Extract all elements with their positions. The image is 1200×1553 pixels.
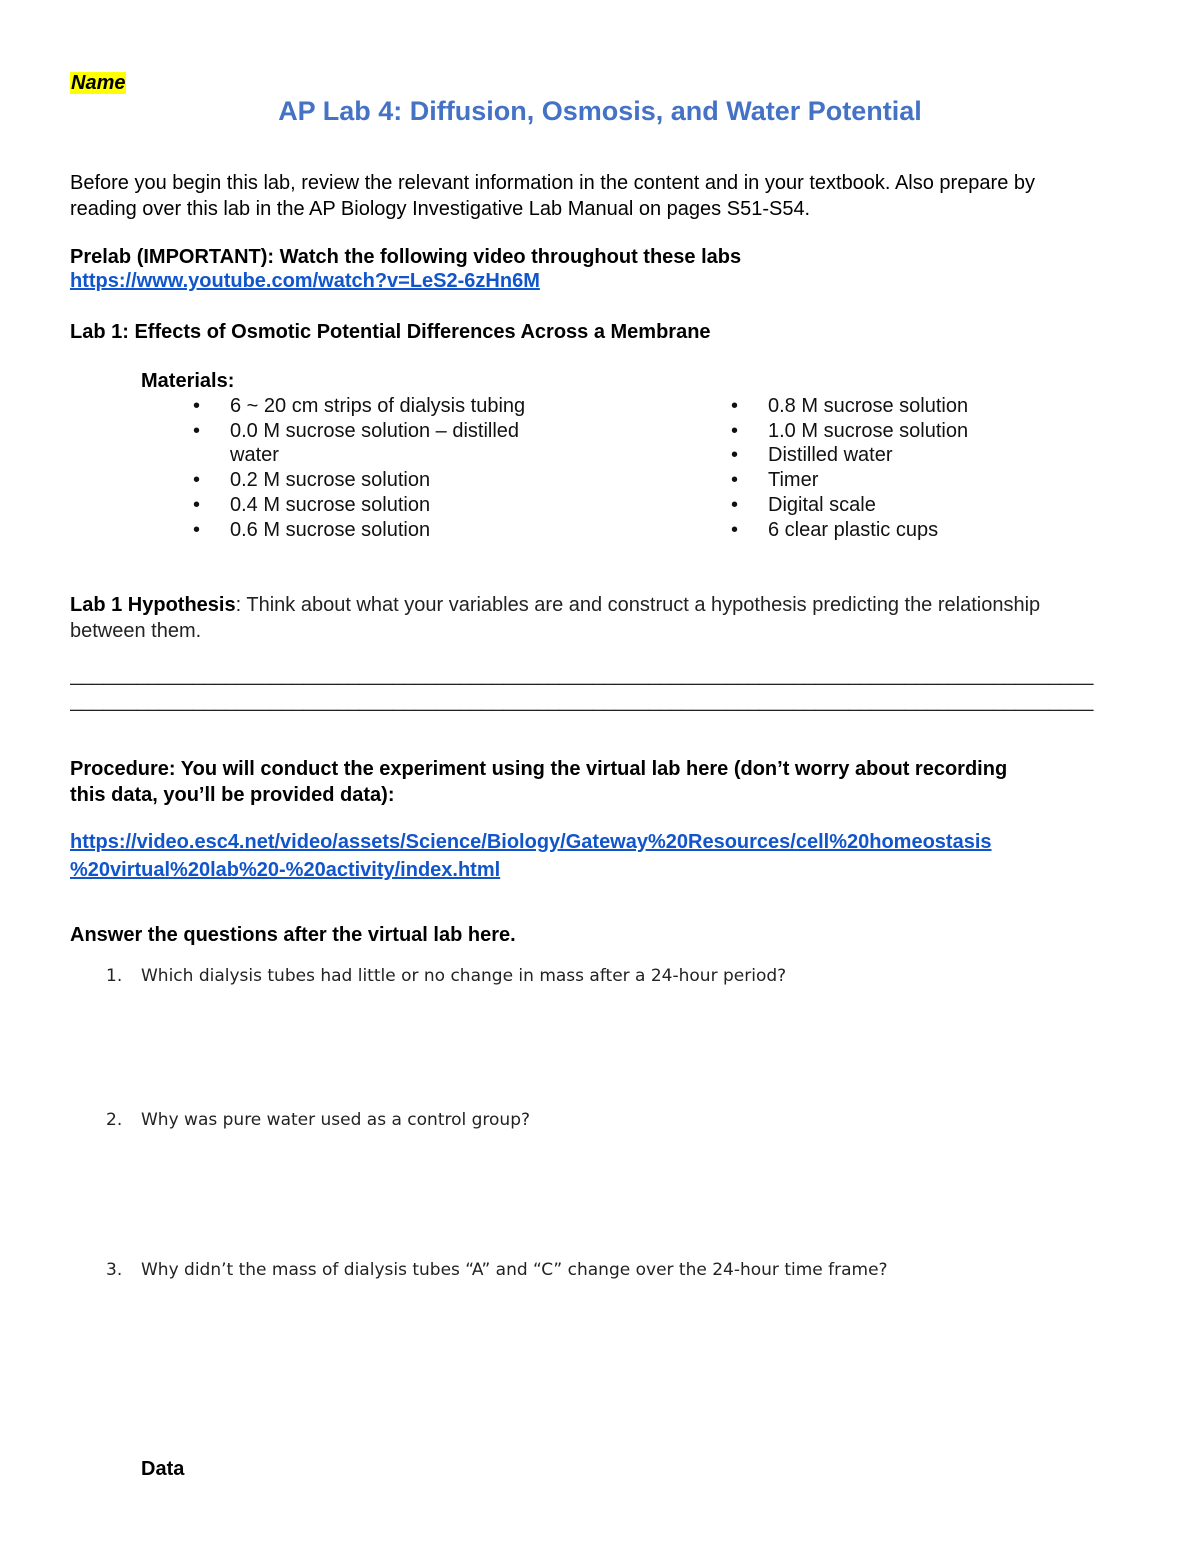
bullet-icon: • bbox=[731, 469, 739, 492]
bullet-icon: • bbox=[731, 419, 739, 442]
materials-list-right bbox=[731, 394, 1131, 542]
bullet-icon: • bbox=[193, 469, 201, 492]
bullet-icon: • bbox=[731, 518, 739, 541]
procedure-paragraph bbox=[70, 756, 1007, 808]
question-2 bbox=[106, 1110, 530, 1130]
question-text: Which dialysis tubes had little or no change in mass after a 24-hour period? bbox=[141, 966, 787, 986]
questions-heading: Answer the questions after the virtual lab here. bbox=[70, 924, 516, 946]
materials-list-left bbox=[193, 394, 593, 542]
virtual-lab-link[interactable]: https://video.esc4.net/video/assets/Science/Biology/Gateway%20Resources/cell%20homeostasis bbox=[70, 831, 992, 853]
bullet-icon: • bbox=[193, 518, 201, 541]
page-title: AP Lab 4: Diffusion, Osmosis, and Water Potential bbox=[278, 96, 922, 126]
procedure-line-2: this data, you’ll be provided data): bbox=[70, 784, 395, 806]
data-heading: Data bbox=[141, 1458, 185, 1480]
list-item: • 0.2 M sucrose solution bbox=[193, 469, 431, 492]
bullet-icon: • bbox=[731, 395, 739, 417]
question-text: Why was pure water used as a control group? bbox=[141, 1110, 531, 1130]
list-item: • 0.8 M sucrose solution bbox=[731, 395, 969, 417]
question-1 bbox=[106, 966, 786, 986]
hypothesis-prompt: : Think about what your variables are and construct a hypothesis predicting the relationship bbox=[235, 594, 1041, 616]
virtual-lab-link-wrap bbox=[70, 829, 992, 885]
intro-paragraph bbox=[70, 170, 1035, 222]
list-item: • Digital scale bbox=[731, 493, 876, 516]
list-item: • 6 ~ 20 cm strips of dialysis tubing bbox=[193, 395, 526, 417]
intro-line-1: Before you begin this lab, review the relevant information in the content and in your textbook. Also prepare by bbox=[70, 172, 1036, 194]
materials-label: Materials: bbox=[141, 370, 235, 392]
list-item: • Timer bbox=[731, 469, 819, 492]
list-item: • Distilled water bbox=[731, 444, 893, 467]
bullet-icon: • bbox=[193, 493, 201, 516]
virtual-lab-link-continued[interactable]: %20virtual%20lab%20-%20activity/index.html bbox=[70, 859, 501, 881]
list-item: • 0.6 M sucrose solution bbox=[193, 518, 431, 541]
question-3 bbox=[106, 1260, 888, 1280]
hypothesis-prompt-line-2: between them. bbox=[70, 620, 202, 642]
intro-line-2: reading over this lab in the AP Biology Investigative Lab Manual on pages S51-S54. bbox=[70, 198, 811, 220]
question-text: Why didn’t the mass of dialysis tubes “A” and “C” change over the 24-hour time frame? bbox=[141, 1260, 888, 1280]
prelab-video-link-wrap bbox=[70, 270, 540, 293]
list-item: • 0.4 M sucrose solution bbox=[193, 493, 431, 516]
name-field-label bbox=[70, 72, 126, 95]
bullet-icon: • bbox=[193, 419, 201, 442]
name-label: Name bbox=[71, 72, 126, 94]
list-item: • 0.0 M sucrose solution – distilled bbox=[193, 419, 520, 442]
question-number: 1. bbox=[106, 966, 123, 986]
procedure-line-1: Procedure: You will conduct the experiment using the virtual lab here (don’t worry about recording bbox=[70, 758, 1008, 780]
list-item-continuation: water bbox=[230, 444, 279, 467]
bullet-icon: • bbox=[731, 444, 739, 467]
bullet-icon: • bbox=[193, 395, 201, 417]
hypothesis-label: Lab 1 Hypothesis bbox=[70, 594, 236, 616]
question-number: 3. bbox=[106, 1260, 123, 1280]
list-item: • 1.0 M sucrose solution bbox=[731, 419, 969, 442]
hypothesis-answer-line-2[interactable]: ____________________________________________________________________________________________ bbox=[70, 690, 1094, 712]
hypothesis-paragraph bbox=[70, 592, 1140, 644]
hypothesis-answer-line-1[interactable]: ____________________________________________________________________________________________ bbox=[70, 664, 1094, 686]
prelab-heading: Prelab (IMPORTANT): Watch the following video throughout these labs bbox=[70, 246, 742, 268]
list-item: • 6 clear plastic cups bbox=[731, 518, 939, 541]
bullet-icon: • bbox=[731, 493, 739, 516]
question-number: 2. bbox=[106, 1110, 123, 1130]
lab1-heading: Lab 1: Effects of Osmotic Potential Differences Across a Membrane bbox=[70, 321, 711, 343]
prelab-video-link[interactable]: https://www.youtube.com/watch?v=LeS2-6zHn6M bbox=[70, 270, 540, 292]
